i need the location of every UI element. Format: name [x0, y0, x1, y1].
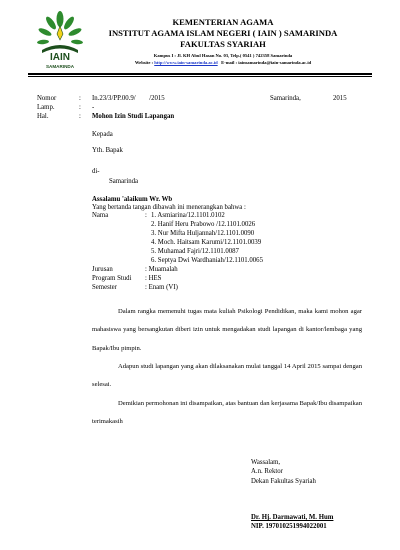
nama-label: Nama [92, 212, 109, 219]
logo-text-samarinda: SAMARINDA [45, 64, 75, 69]
paragraph-schedule: Adapun studi lapangan yang akan dilaksanakan mulai tanggal 14 April 2015 sampai dengan selesai. [92, 363, 362, 389]
semester-label: Semester [92, 284, 117, 291]
hal-label: Hal. [37, 113, 49, 120]
jurusan-label: Jurusan [92, 266, 113, 273]
email-label: E-mail : [221, 60, 239, 65]
prodi-value: : HES [145, 275, 162, 282]
letterhead-rule-thin [28, 76, 372, 77]
student-item: 5. Muhamad Fajri/12.1101.0087 [151, 248, 239, 255]
lamp-value: - [92, 104, 95, 111]
letterhead-contact [0, 60, 400, 65]
logo-text-iain: IAIN [50, 52, 70, 63]
letter-date-year: 2015 [333, 95, 347, 102]
paragraph-closing: Demikian permohonan ini disampaikan, atas bantuan dan kerjasama Bapak/Ibu disampaikan terimakasih [92, 400, 362, 426]
nomor-colon: : [79, 95, 81, 102]
recipient-yth: Yth. Bapak [92, 147, 123, 154]
letterhead-institute: INSTITUT AGAMA ISLAM NEGERI ( IAIN ) SAMARINDA [108, 28, 338, 38]
hal-colon: : [79, 113, 81, 120]
lamp-colon: : [79, 104, 81, 111]
letterhead-address: Kampus I : Jl. KH Abul Hasan No. 03, Telp.( 0541 ) 742358 Samarinda [153, 53, 293, 58]
letterhead-faculty: FAKULTAS SYARIAH [180, 39, 266, 49]
nama-colon: : [145, 212, 147, 219]
nomor-value: In.23/3/PP.00.9/ /2015 [92, 95, 165, 102]
nomor-label: Nomor [37, 95, 57, 102]
intro-statement: Yang bertanda tangan dibawah ini menerangkan bahwa : [92, 204, 246, 211]
student-item: 2. Hanif Heru Prabowo /12.1101.0026 [151, 221, 256, 228]
signer-nip: NIP. 197010251994022001 [251, 523, 327, 530]
letterhead-rule-thick [28, 73, 372, 75]
recipient-di: di- [92, 168, 100, 175]
jurusan-value: : Muamalah [145, 266, 178, 273]
recipient-kepada: Kepada [92, 131, 113, 138]
closing-wassalam: Wassalam, [251, 459, 281, 466]
hal-value: Mohon Izin Studi Lapangan [92, 113, 175, 120]
semester-value: : Enam (VI) [145, 284, 178, 291]
letterhead-ministry: KEMENTERIAN AGAMA [172, 17, 274, 27]
student-item: 4. Moch. Haitsam Karumi/12.1101.0039 [151, 239, 262, 246]
lamp-label: Lamp. [37, 104, 55, 111]
student-item: 1. Asmiarina/12.1101.0102 [151, 212, 225, 219]
closing-position: Dekan Fakultas Syariah [251, 478, 316, 485]
student-item: 3. Nur Mifta Huljannah/12.1101.0090 [151, 230, 255, 237]
salam-opening: Assalamu 'alaikum Wr. Wb [92, 196, 173, 203]
paragraph-request: Dalam rangka memenuhi tugas mata kuliah Psikologi Pendidikan, maka kami mohon agar mahasiswa yang bersangkutan diberi izin untuk mengadakan studi lapangan di kantor/lembaga yang Bapak/Ibu pimpin. [92, 308, 362, 352]
website-link[interactable]: http://www.iain-samarinda.ac.id [154, 60, 218, 65]
website-label: Website : [134, 60, 155, 65]
recipient-city: Samarinda [109, 178, 139, 185]
prodi-label: Program Studi [92, 275, 132, 282]
student-item: 6. Septya Dwi Wardhaniah/12.1101.0065 [151, 257, 263, 264]
email-address: iainsamarinda@iain-samarinda.ac.id [238, 60, 312, 65]
signer-name: Dr. Hj. Darmawati, M. Hum [251, 514, 334, 521]
closing-on-behalf: A.n. Rektor [251, 468, 283, 475]
letter-date-city: Samarinda, [270, 95, 301, 102]
